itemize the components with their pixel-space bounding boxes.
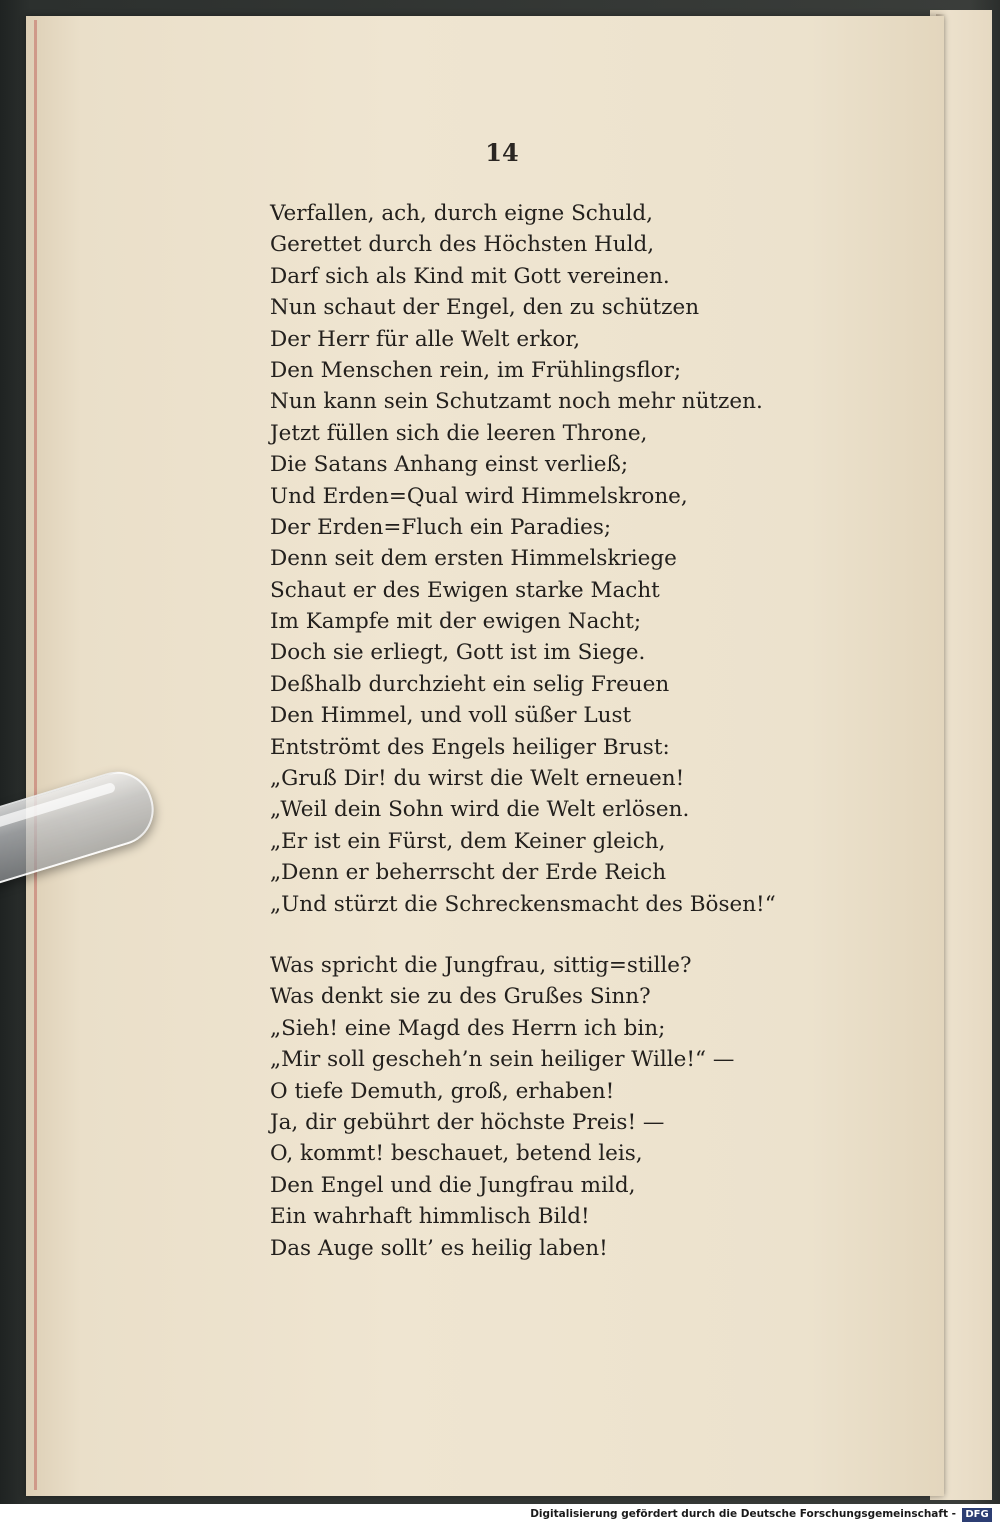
poem-line: Und Erden=Qual wird Himmelskrone, xyxy=(270,483,688,509)
poem-line: Nun kann sein Schutzamt noch mehr nützen. xyxy=(270,389,763,415)
stanza-break xyxy=(270,920,750,950)
poem-line: Der Herr für alle Welt erkor, xyxy=(270,326,581,352)
poem-line: „Denn er beherrscht der Erde Reich xyxy=(270,860,667,886)
poem-line: Schaut er des Ewigen starke Macht xyxy=(270,577,660,603)
poem-text xyxy=(270,198,776,1264)
poem-line: Verfallen, ach, durch eigne Schuld, xyxy=(270,201,654,226)
page-edge-red-line xyxy=(34,20,37,1490)
poem-line: „Gruß Dir! du wirst die Welt erneuen! xyxy=(270,766,685,792)
poem-line: Entströmt des Engels heiliger Brust: xyxy=(270,734,670,760)
poem-line: Im Kampfe mit der ewigen Nacht; xyxy=(270,609,642,635)
poem-line: Den Himmel, und voll süßer Lust xyxy=(270,703,632,729)
poem-line: Die Satans Anhang einst verließ; xyxy=(270,452,629,478)
stanza-2 xyxy=(270,950,750,1264)
funding-credit: Digitalisierung gefördert durch die Deutsche Forschungsgemeinschaft - xyxy=(530,1508,956,1520)
poem-line: Das Auge sollt’ es heilig laben! xyxy=(270,1235,608,1261)
poem-line: O tiefe Demuth, groß, erhaben! xyxy=(270,1078,615,1104)
poem-line: „Und stürzt die Schreckensmacht des Bösen!“ xyxy=(270,891,776,917)
poem-line: Was spricht die Jungfrau, sittig=stille? xyxy=(270,952,692,978)
poem-line: „Mir soll gescheh’n sein heiliger Wille!“ — xyxy=(270,1047,735,1073)
poem-line: Den Menschen rein, im Frühlingsflor; xyxy=(270,357,682,383)
poem-line: „Weil dein Sohn wird die Welt erlösen. xyxy=(270,797,690,823)
poem-line: Doch sie erliegt, Gott ist im Siege. xyxy=(270,640,646,666)
stanza-1 xyxy=(270,198,776,920)
poem-line: O, kommt! beschauet, betend leis, xyxy=(270,1141,643,1167)
poem-line: Deßhalb durchzieht ein selig Freuen xyxy=(270,671,670,697)
poem-line: Denn seit dem ersten Himmelskriege xyxy=(270,546,677,572)
dfg-logo: DFG xyxy=(962,1508,992,1522)
poem-line: Ja, dir gebührt der höchste Preis! — xyxy=(270,1109,665,1135)
poem-line: Nun schaut der Engel, den zu schützen xyxy=(270,295,700,321)
poem-line: Jetzt füllen sich die leeren Throne, xyxy=(270,420,648,446)
poem-line: Was denkt sie zu des Grußes Sinn? xyxy=(270,984,651,1010)
poem-line: Den Engel und die Jungfrau mild, xyxy=(270,1172,636,1198)
poem-line: Darf sich als Kind mit Gott vereinen. xyxy=(270,263,670,289)
page-number: 14 xyxy=(485,138,519,167)
poem-line: Gerettet durch des Höchsten Huld, xyxy=(270,232,655,258)
poem-line: Der Erden=Fluch ein Paradies; xyxy=(270,514,612,540)
poem-line: „Er ist ein Fürst, dem Keiner gleich, xyxy=(270,828,666,854)
poem-line: Ein wahrhaft himmlisch Bild! xyxy=(270,1204,590,1230)
poem-line: „Sieh! eine Magd des Herrn ich bin; xyxy=(270,1015,666,1041)
